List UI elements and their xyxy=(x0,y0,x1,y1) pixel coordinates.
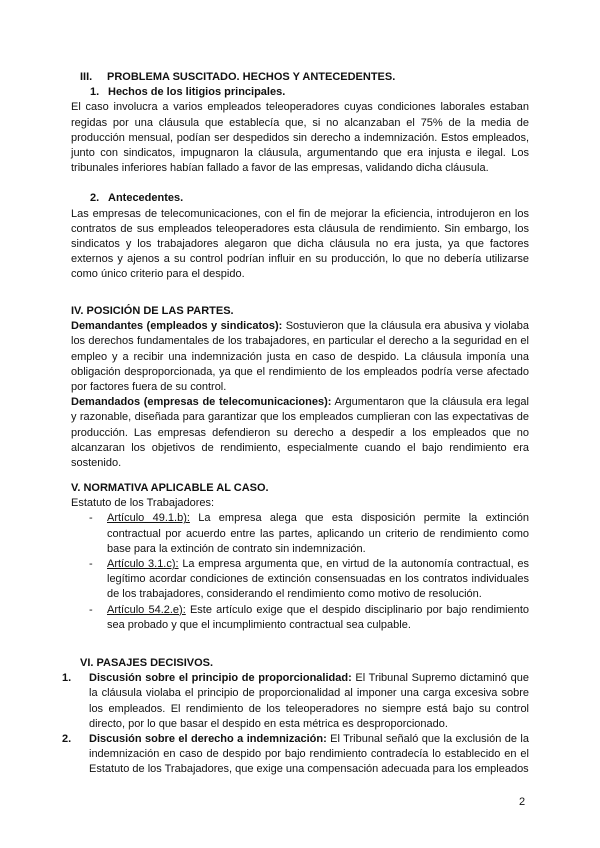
paragraph-demandantes: Demandantes (empleados y sindicatos): Sostuvieron que la cláusula era abusiva y violaba los derechos fundamentales de los trabajadores, en particular el derecho a la seguridad en el empleo y a recibir una indemnización justa en caso de despido. La cláusula imponía una obligación desproporcionada, ya que el rendimiento de los empleados podría verse afectado por factores fuera de su control. xyxy=(71,320,529,394)
paragraph-antecedentes: Las empresas de telecomunicaciones, con el fin de mejorar la eficiencia, introdujeron en los contratos de sus empleados teleoperadores esta cláusula de rendimiento. Sin embargo, los sindicatos y los trabajadores alegaron que dicha cláusula no era justa, ya que factores externos y ajenos a su control podrían influir en su producción, lo que no debería utilizarse como único criterio para el despido. xyxy=(71,207,529,281)
paragraph-demandados: Demandados (empresas de telecomunicaciones): Argumentaron que la cláusula era legal y razonable, diseñada para garantizar que los empleados cumplieran con las expectativas de producción. Las empresas defendieron su derecho a despedir a los empleados que no alcanzaran los objetivos de rendimiento, especialmente cuando el bajo rendimiento era sostenido. xyxy=(71,396,529,470)
section-normativa xyxy=(71,481,529,633)
section-heading: V. NORMATIVA APLICABLE AL CASO. xyxy=(71,482,269,494)
subheading-hechos: 1. Hechos de los litigios principales. xyxy=(90,86,286,99)
list-item: - Artículo 3.1.c): La empresa argumenta que, en virtud de la autonomía contractual, es legítimo acordar condiciones de extinción consensuadas en los contratos individuales de los trabajadores, considerando el rendimiento como motivo de resolución. xyxy=(89,558,529,601)
list-item: - Artículo 54.2.e): Este artículo exige que el despido disciplinario por bajo rendimiento sea probado y que el incumplimiento contractual sea culpable. xyxy=(89,603,530,631)
subheading-antecedentes: 2. Antecedentes. xyxy=(90,192,184,205)
section-heading: IV. POSICIÓN DE LAS PARTES. xyxy=(71,305,234,317)
section-posicion xyxy=(71,304,529,471)
section-problema xyxy=(71,70,529,283)
intro-text: Estatuto de los Trabajadores: xyxy=(71,497,215,510)
section-heading: III. PROBLEMA SUSCITADO. HECHOS Y ANTECEDENTES. xyxy=(80,71,396,83)
list-item: 1. Discusión sobre el principio de proporcionalidad: El Tribunal Supremo dictaminó que la cláusula violaba el principio de proporcionalidad al imponer una carga excesiva sobre los empleados. El rendimiento de los teleoperadores no siempre está bajo su control directo, por lo que basar el despido en esta métrica es desproporcionado. xyxy=(62,672,529,730)
paragraph-hechos: El caso involucra a varios empleados teleoperadores cuyas condiciones laborales estaban regidas por una cláusula que establecía que, si no alcanzaban el 75% de la media de producción mensual, podían ser despedidos sin derecho a indemnización. Estos empleados, junto con sindicatos, impugnaron la cláusula, argumentando que era injusta e ilegal. Los tribunales inferiores habían fallado a favor de las empresas, validando dicha cláusula. xyxy=(71,101,529,175)
page-number: 2 xyxy=(519,796,526,808)
list-item: - Artículo 49.1.b): La empresa alega que esta disposición permite la extinción contractual por acuerdo entre las partes, aplicando un criterio de rendimiento como base para la extinción de contrato sin indemnización. xyxy=(89,512,529,555)
section-heading: VI. PASAJES DECISIVOS. xyxy=(80,657,214,669)
list-item: 2. Discusión sobre el derecho a indemnización: El Tribunal señaló que la exclusión de la indemnización en caso de despido por bajo rendimiento contradecía lo establecido en el Estatuto de los Trabajadores, que exige una compensación adecuada para los empleados xyxy=(62,733,529,776)
section-pasajes xyxy=(62,656,529,778)
